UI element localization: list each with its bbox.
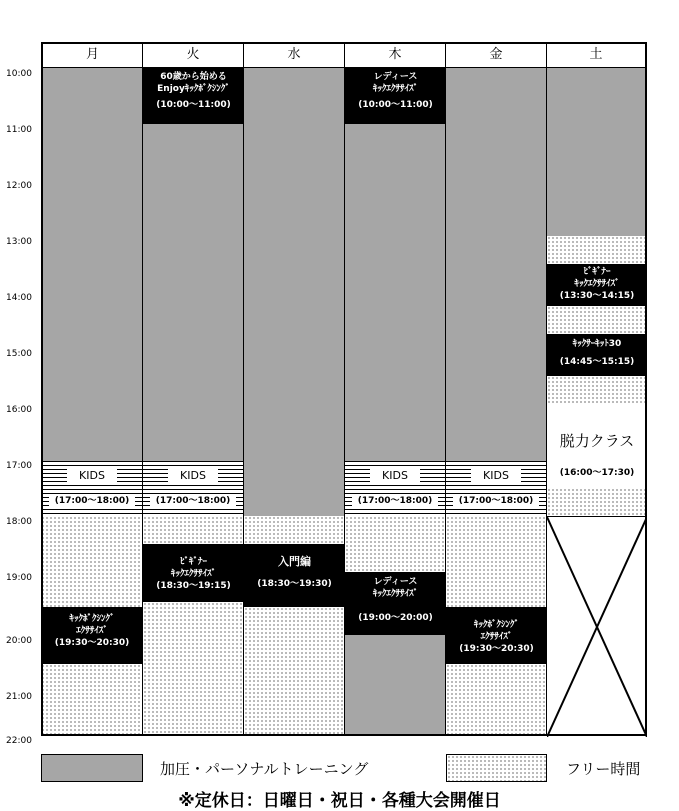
tue-kids-block bbox=[143, 461, 244, 516]
time-label: 13:00 bbox=[6, 237, 32, 247]
class-line2: ｴｸｻｻｲｽﾞ bbox=[480, 632, 513, 642]
time-label: 17:00 bbox=[6, 461, 32, 471]
cross-icon bbox=[547, 517, 647, 737]
wed-free-block bbox=[244, 516, 345, 544]
day-header-fri: 金 bbox=[446, 42, 547, 68]
wed-free-block bbox=[244, 607, 345, 736]
class-line1: ｷｯｸﾎﾞｸｼﾝｸﾞ bbox=[69, 614, 115, 624]
tue-free-block bbox=[143, 602, 244, 736]
kids-label: KIDS bbox=[67, 469, 117, 482]
class-time: (19:30～20:30) bbox=[459, 644, 534, 654]
mon-evening-class bbox=[41, 607, 143, 664]
class-line1: ｷｯｸｻｰｷｯﾄ30 bbox=[572, 339, 622, 349]
class-line1: レディース bbox=[373, 577, 418, 587]
day-header-thu: 木 bbox=[345, 42, 446, 68]
time-label: 18:00 bbox=[6, 517, 32, 527]
class-time: (14:45～15:15) bbox=[559, 357, 635, 367]
time-label: 14:00 bbox=[6, 293, 32, 303]
class-line1: ﾋﾞｷﾞﾅｰ bbox=[583, 267, 611, 277]
time-label: 10:00 bbox=[6, 69, 32, 79]
thu-free-block bbox=[345, 516, 446, 572]
kids-time: (17:00～18:00) bbox=[352, 496, 438, 507]
class-line2: ｷｯｸｴｸｻｻｲｽﾞ bbox=[170, 569, 216, 579]
kids-label: KIDS bbox=[168, 469, 218, 482]
kids-time: (17:00～18:00) bbox=[49, 496, 135, 507]
class-time: (10:00～11:00) bbox=[156, 100, 231, 110]
class-line1: ｷｯｸﾎﾞｸｼﾝｸﾞ bbox=[473, 620, 519, 630]
sat-personal-block bbox=[547, 68, 647, 236]
sat-beginner-class bbox=[547, 264, 647, 306]
class-line1: レディース bbox=[373, 72, 418, 82]
thu-personal-block bbox=[345, 124, 446, 461]
day-header-mon: 月 bbox=[41, 42, 143, 68]
mon-free-block bbox=[41, 664, 143, 736]
kids-label: KIDS bbox=[370, 469, 420, 482]
tue-morning-class bbox=[143, 68, 244, 124]
fri-kids-block bbox=[446, 461, 547, 516]
mon-free-block bbox=[41, 516, 143, 607]
sat-circuit-class bbox=[547, 334, 647, 376]
sat-free-block bbox=[547, 306, 647, 334]
thu-kids-block bbox=[345, 461, 446, 516]
time-label: 12:00 bbox=[6, 181, 32, 191]
tue-personal-block bbox=[143, 124, 244, 461]
kids-label: KIDS bbox=[471, 469, 521, 482]
class-line1: 入門編 bbox=[278, 555, 311, 568]
time-label: 11:00 bbox=[6, 125, 32, 135]
class-line2: ｷｯｸｴｸｻｻｲｽﾞ bbox=[574, 279, 620, 289]
class-line2: ｴｸｻｻｲｽﾞ bbox=[76, 626, 108, 636]
time-label: 15:00 bbox=[6, 349, 32, 359]
thu-morning-class bbox=[345, 68, 446, 124]
sat-relax-class bbox=[547, 404, 647, 488]
sat-free-block bbox=[547, 376, 647, 404]
class-line2: ｷｯｸｴｸｻｻｲｽﾞ bbox=[372, 84, 418, 94]
thu-evening-class bbox=[345, 572, 446, 635]
legend-gray-label: 加圧・パーソナルトレーニング bbox=[160, 760, 369, 778]
class-line1: ﾋﾞｷﾞﾅｰ bbox=[179, 557, 207, 567]
class-time: (19:00～20:00) bbox=[358, 613, 433, 623]
day-header-sat: 土 bbox=[547, 42, 647, 68]
class-time: (18:30～19:15) bbox=[156, 581, 231, 591]
tue-evening-class bbox=[143, 544, 244, 602]
day-header-tue: 火 bbox=[143, 42, 244, 68]
time-label: 22:00 bbox=[6, 736, 32, 746]
time-label: 19:00 bbox=[6, 573, 32, 583]
tue-free-block bbox=[143, 516, 244, 544]
time-label: 21:00 bbox=[6, 692, 32, 702]
mon-personal-block bbox=[41, 68, 143, 461]
kids-time: (17:00～18:00) bbox=[150, 496, 236, 507]
fri-personal-block bbox=[446, 68, 547, 461]
legend-free-label: フリー時間 bbox=[566, 760, 641, 778]
time-label: 16:00 bbox=[6, 405, 32, 415]
class-time: (16:00～17:30) bbox=[559, 468, 635, 478]
mon-kids-block bbox=[41, 461, 143, 516]
class-time: (18:30～19:30) bbox=[257, 579, 332, 589]
closed-days-note: ※定休日：日曜日・祝日・各種大会開催日 bbox=[178, 791, 501, 811]
class-time: (10:00～11:00) bbox=[358, 100, 433, 110]
kids-time: (17:00～18:00) bbox=[453, 496, 539, 507]
wed-personal-block bbox=[244, 68, 345, 516]
sat-free-block bbox=[547, 236, 647, 264]
class-line2: ｷｯｸｴｸｻｻｲｽﾞ bbox=[372, 589, 418, 599]
fri-free-block bbox=[446, 664, 547, 736]
sat-closed-block bbox=[547, 516, 647, 736]
fri-evening-class bbox=[446, 607, 547, 664]
legend-gray-swatch bbox=[41, 754, 143, 782]
time-label: 20:00 bbox=[6, 636, 32, 646]
day-header-wed: 水 bbox=[244, 42, 345, 68]
legend-free-swatch bbox=[446, 754, 547, 782]
class-time: (13:30～14:15) bbox=[559, 291, 635, 301]
thu-personal-block bbox=[345, 635, 446, 736]
fri-free-block bbox=[446, 516, 547, 607]
wed-evening-class bbox=[244, 544, 345, 607]
sat-free-block bbox=[547, 488, 647, 516]
class-line2: Enjoyｷｯｸﾎﾞｸｼﾝｸﾞ bbox=[157, 84, 230, 94]
class-line1: 60歳から始める bbox=[160, 72, 227, 82]
class-time: (19:30～20:30) bbox=[54, 638, 130, 648]
class-line1: 脱力クラス bbox=[559, 432, 635, 450]
